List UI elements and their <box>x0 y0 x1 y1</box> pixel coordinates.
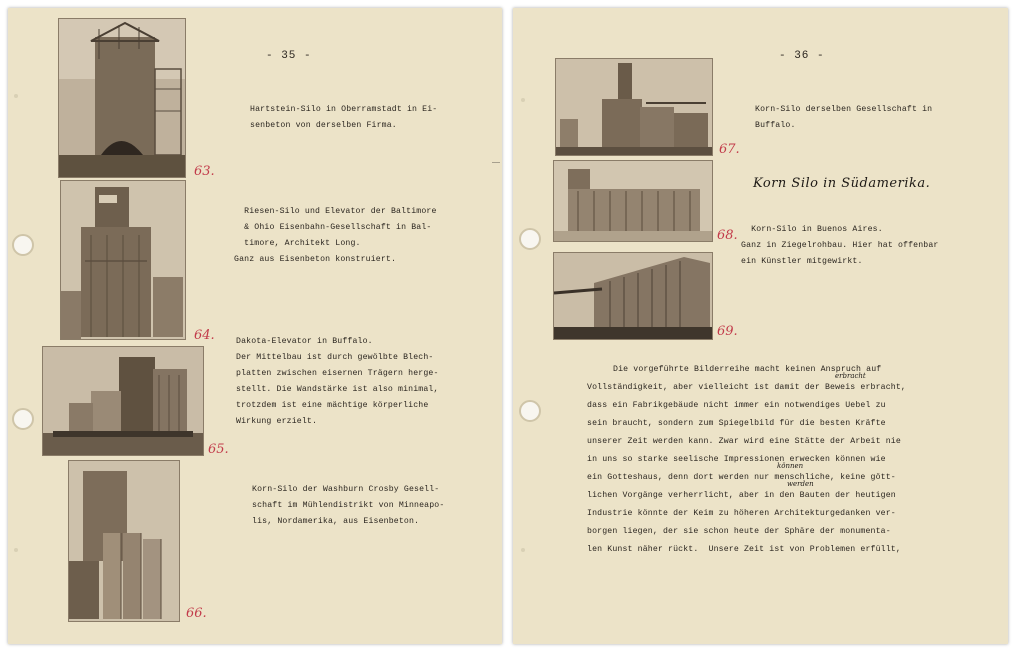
caption-64: Riesen-Silo und Elevator der Baltimore & Ohio Eisenbahn-Gesellschaft in Bal- timore, Architekt Long. Ganz aus Eisenbeton konstruiert. <box>234 207 437 264</box>
figure-number-63: 63. <box>194 164 215 179</box>
figure-number-65: 65. <box>208 442 229 457</box>
paragraph-line-9: Industrie könnte der Keim zu höheren Architekturgedanken ver- <box>587 509 896 518</box>
annotation-werden: werden <box>787 480 814 488</box>
paragraph-line-2: Vollständigkeit, aber vielleicht ist damit der Beweis erbracht, <box>587 383 906 392</box>
margin-mark <box>492 162 500 163</box>
handwritten-heading: Korn Silo in Südamerika. <box>753 176 931 191</box>
page-number: - 36 - <box>779 50 825 62</box>
photo-washburn-crosby-silo <box>68 460 180 622</box>
annotation-koennen: können <box>777 462 804 470</box>
paragraph-line-4: sein braucht, sondern zum Spiegelbild für die besten Kräfte <box>587 419 886 428</box>
figure-number-64: 64. <box>194 328 215 343</box>
page-number: - 35 - <box>266 50 312 62</box>
paragraph-line-1: Die vorgeführte Bilderreihe macht keinen Anspruch auf <box>613 365 882 374</box>
paragraph-line-10: borgen liegen, der sie schon heute der Sphäre der monumenta- <box>587 527 891 536</box>
pinhole <box>521 98 525 102</box>
punch-hole <box>519 400 541 422</box>
punch-hole <box>12 408 34 430</box>
annotation-erbracht: erbracht <box>835 372 866 380</box>
pinhole <box>521 548 525 552</box>
paragraph-line-6: in uns so starke seelische Impressionen erwecken können wie <box>587 455 886 464</box>
paragraph-line-11: len Kunst näher rückt. Unsere Zeit ist von Problemen erfüllt, <box>587 545 901 554</box>
pinhole <box>14 94 18 98</box>
figure-number-69: 69. <box>717 324 738 339</box>
pinhole <box>14 548 18 552</box>
caption-68: Korn-Silo in Buenos Aires. Ganz in Ziegelrohbau. Hier hat offenbar ein Künstler mitgewirkt. <box>741 225 939 266</box>
paragraph-line-5: unserer Zeit werden kann. Zwar wird eine Stätte der Arbeit nie <box>587 437 901 446</box>
caption-67: Korn-Silo derselben Gesellschaft in Buffalo. <box>755 105 933 130</box>
paragraph-line-7: ein Gotteshaus, denn dort werden nur menschliche, keine gött- <box>587 473 896 482</box>
punch-hole <box>519 228 541 250</box>
figure-number-67: 67. <box>719 142 740 157</box>
photo-baltimore-elevator <box>60 180 186 340</box>
caption-65: Dakota-Elevator in Buffalo. Der Mittelbau ist durch gewölbte Blech- platten zwischen eisernen Trägern herge- stellt. Die Wandstärke ist also minimal, trotzdem ist eine mächtige körperliche Wirkung erzielt. <box>236 337 439 426</box>
photo-buffalo-silo <box>555 58 713 156</box>
caption-63: Hartstein-Silo in Oberramstadt in Ei- senbeton von derselben Firma. <box>250 105 438 130</box>
document-page-left <box>8 8 502 644</box>
caption-66: Korn-Silo der Washburn Crosby Gesell- schaft im Mühlendistrikt von Minneapo- lis, Nordamerika, aus Eisenbeton. <box>252 485 445 526</box>
punch-hole <box>12 234 34 256</box>
photo-buenos-aires-silo <box>553 160 713 242</box>
figure-number-66: 66. <box>186 606 207 621</box>
document-page-right <box>513 8 1008 644</box>
photo-brick-silo <box>553 252 713 340</box>
figure-number-68: 68. <box>717 228 738 243</box>
paragraph-line-3: dass ein Fabrikgebäude nicht immer ein notwendiges Uebel zu <box>587 401 886 410</box>
photo-hartstein-silo <box>58 18 186 178</box>
photo-dakota-elevator <box>42 346 204 456</box>
paragraph-line-8: lichen Vorgänge verherrlicht, aber in den Bauten der heutigen <box>587 491 896 500</box>
